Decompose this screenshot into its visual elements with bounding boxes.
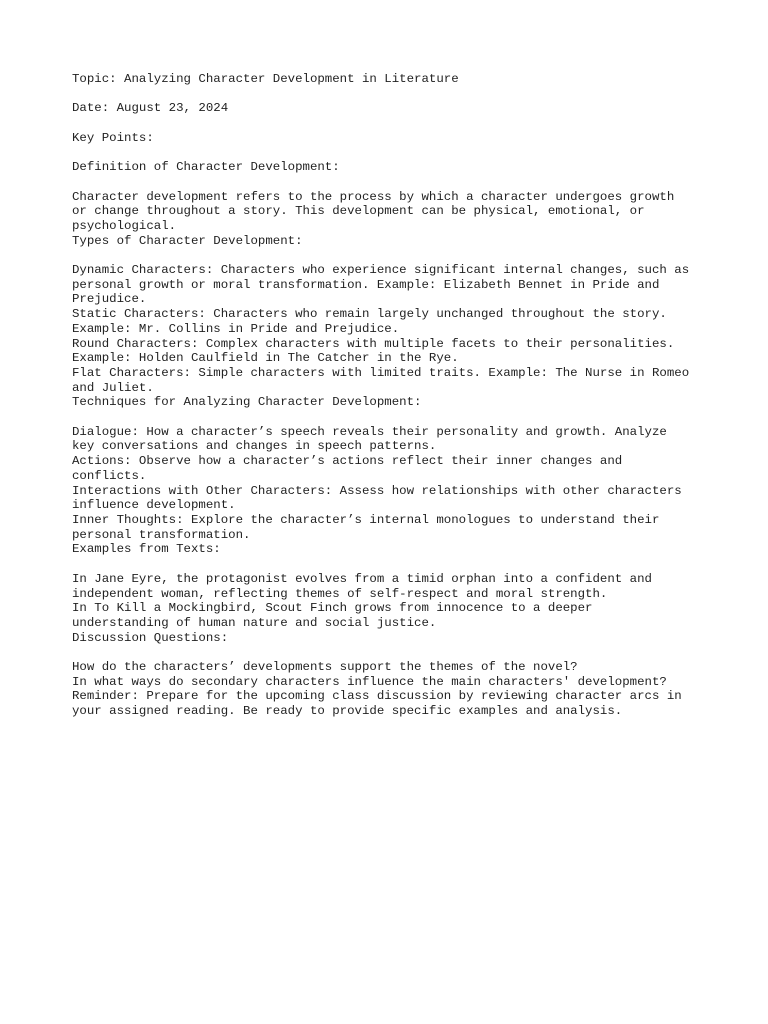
techniques-line: key conversations and changes in speech patterns. <box>72 439 437 454</box>
discussion-line: In what ways do secondary characters influence the main characters' development? <box>72 674 667 689</box>
spacer <box>72 248 712 263</box>
spacer <box>72 410 712 425</box>
types-line: Dynamic Characters: Characters who experience significant internal changes, such as <box>72 263 690 278</box>
definition-line: psychological. <box>72 218 177 233</box>
techniques-line: conflicts. <box>72 468 147 483</box>
techniques-line: personal transformation. <box>72 527 251 542</box>
discussion-heading: Discussion Questions: <box>72 630 229 645</box>
date-line: Date: August 23, 2024 <box>72 101 229 116</box>
techniques-line: influence development. <box>72 498 236 513</box>
types-line: Example: Mr. Collins in Pride and Prejudice. <box>72 321 400 336</box>
techniques-heading: Techniques for Analyzing Character Development: <box>72 395 422 410</box>
types-line: Example: Holden Caulfield in The Catcher in the Rye. <box>72 351 459 366</box>
spacer <box>72 557 712 572</box>
examples-line: In To Kill a Mockingbird, Scout Finch grows from innocence to a deeper <box>72 601 593 616</box>
definition-line: Character development refers to the process by which a character undergoes growth <box>72 189 675 204</box>
techniques-line: Inner Thoughts: Explore the character’s internal monologues to understand their <box>72 513 660 527</box>
spacer <box>72 145 712 160</box>
discussion-line: Reminder: Prepare for the upcoming class discussion by reviewing character arcs in <box>72 689 682 704</box>
key-points-heading: Key Points: <box>72 130 154 145</box>
topic-line: Topic: Analyzing Character Development in Literature <box>72 72 459 86</box>
types-line: Round Characters: Complex characters with multiple facets to their personalities. <box>72 336 675 351</box>
types-line: and Juliet. <box>72 380 154 395</box>
techniques-line: Dialogue: How a character’s speech reveals their personality and growth. Analyze <box>72 424 667 439</box>
spacer <box>72 87 712 102</box>
discussion-line: your assigned reading. Be ready to provide specific examples and analysis. <box>72 704 623 719</box>
definition-line: or change throughout a story. This development can be physical, emotional, or <box>72 204 645 219</box>
types-line: personal growth or moral transformation. Example: Elizabeth Bennet in Pride and <box>72 277 660 292</box>
spacer <box>72 645 712 660</box>
discussion-line: How do the characters’ developments support the themes of the novel? <box>72 660 578 674</box>
examples-line: understanding of human nature and social justice. <box>72 615 437 630</box>
document-page <box>72 72 712 719</box>
types-heading: Types of Character Development: <box>72 233 303 248</box>
examples-line: In Jane Eyre, the protagonist evolves from a timid orphan into a confident and <box>72 571 652 586</box>
spacer <box>72 175 712 190</box>
examples-line: independent woman, reflecting themes of self-respect and moral strength. <box>72 586 608 601</box>
techniques-line: Interactions with Other Characters: Assess how relationships with other characters <box>72 483 682 498</box>
definition-heading: Definition of Character Development: <box>72 160 340 175</box>
examples-heading: Examples from Texts: <box>72 542 221 557</box>
types-line: Flat Characters: Simple characters with limited traits. Example: The Nurse in Romeo <box>72 365 690 380</box>
spacer <box>72 116 712 131</box>
techniques-line: Actions: Observe how a character’s actions reflect their inner changes and <box>72 454 623 469</box>
types-line: Prejudice. <box>72 292 147 307</box>
types-line: Static Characters: Characters who remain largely unchanged throughout the story. <box>72 307 667 322</box>
